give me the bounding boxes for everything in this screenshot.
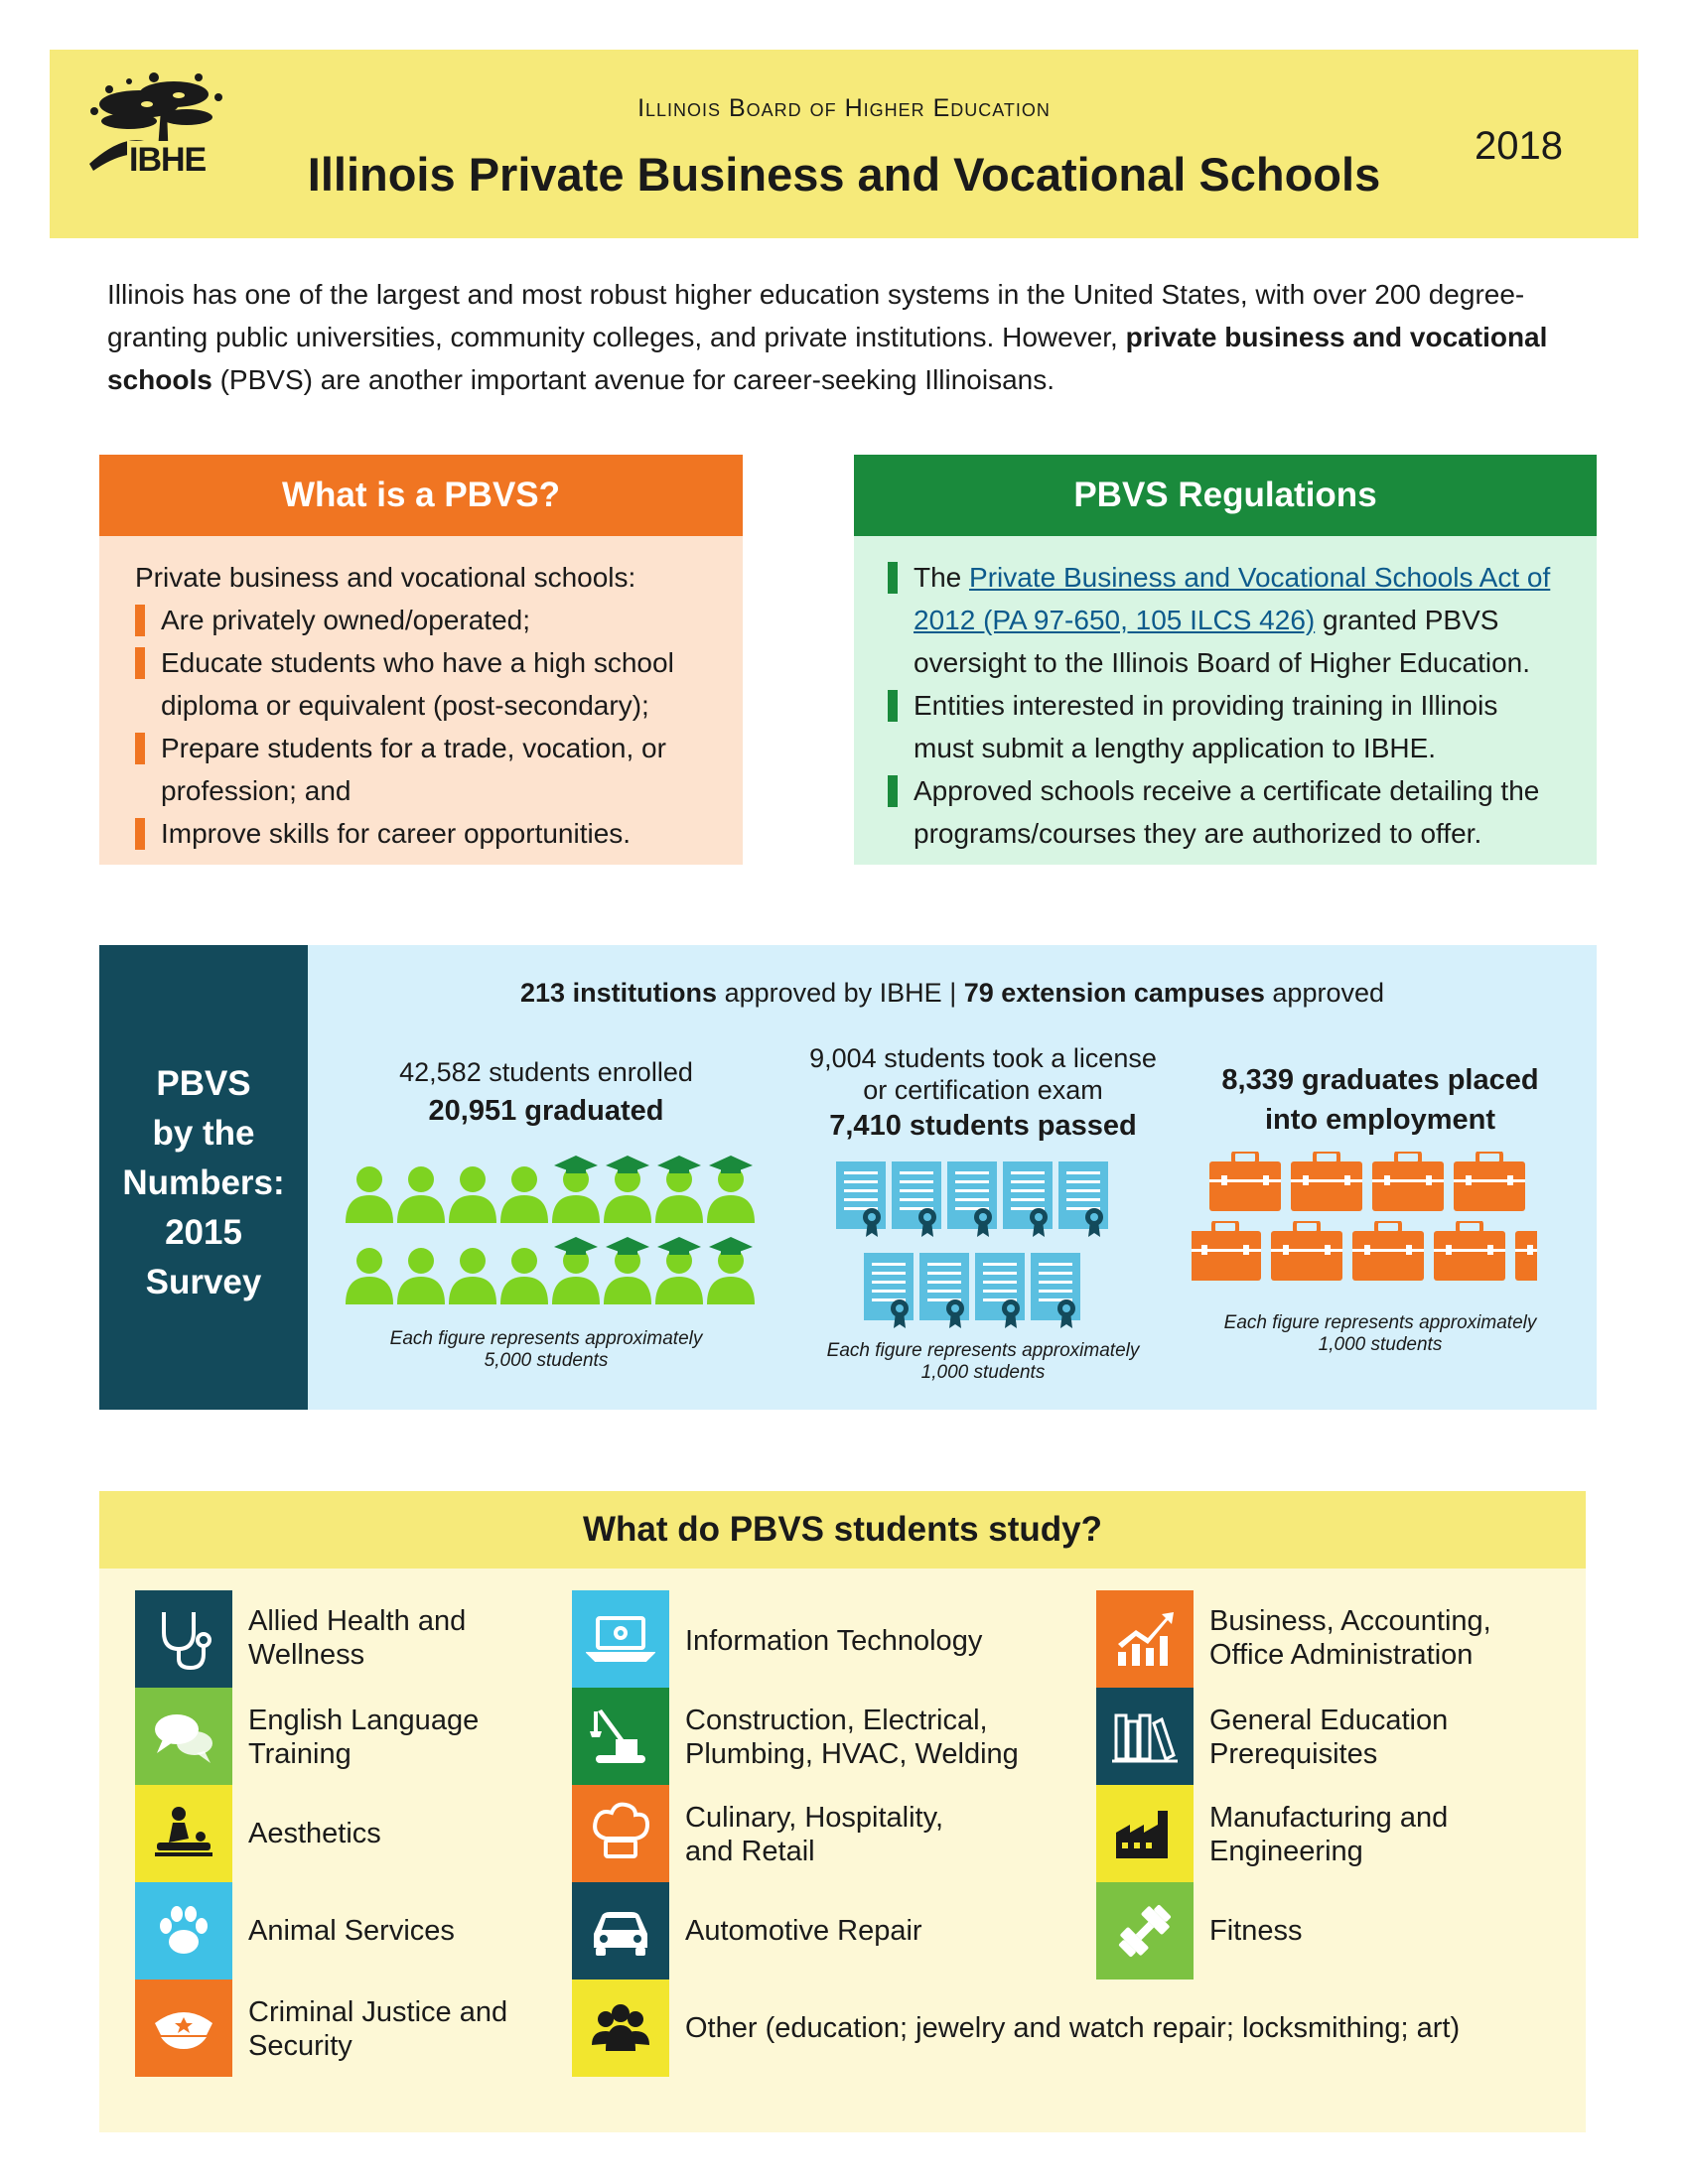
study-label: Other (education; jewelry and watch repair; locksmithing; art) xyxy=(685,2012,1461,2044)
numbers-side-line: Numbers: xyxy=(122,1163,285,1202)
speech-bubbles-icon xyxy=(135,1688,232,1785)
exam-line-1: 9,004 students took a license xyxy=(809,1043,1157,1073)
certificate-icon xyxy=(1003,1161,1053,1237)
page-title: Illinois Private Business and Vocational Schools xyxy=(307,148,1381,201)
study-label: Animal Services xyxy=(248,1915,455,1947)
passed-text: 7,410 students passed xyxy=(829,1110,1137,1142)
study-heading: What do PBVS students study? xyxy=(99,1491,1586,1569)
exam-line-2: or certification exam xyxy=(863,1075,1103,1105)
institutions-count: 213 xyxy=(520,978,566,1008)
numbers-side-line: 2015 xyxy=(165,1213,242,1252)
briefcase-icon xyxy=(1372,1152,1444,1211)
study-label: Automotive Repair xyxy=(685,1915,922,1947)
graduate-figure xyxy=(655,1156,703,1223)
study-label: Criminal Justice and Security xyxy=(248,1996,508,2062)
numbers-side-line: by the xyxy=(152,1114,255,1153)
study-label: English Language Training xyxy=(248,1705,480,1770)
intro-bold: private business and vocational schools xyxy=(107,322,1548,395)
pbvs-act-link[interactable]: Private Business and Vocational Schools Act of 2012 (PA 97-650, 105 ILCS 426) xyxy=(914,562,1551,635)
certificate-icon xyxy=(1031,1253,1080,1328)
study-label: Aesthetics xyxy=(248,1818,381,1849)
student-figure xyxy=(500,1248,548,1304)
graduate-figure xyxy=(707,1237,755,1304)
certificate-icon xyxy=(864,1253,914,1328)
numbers-side-panel xyxy=(99,945,308,1410)
graduate-figure xyxy=(552,1237,600,1304)
briefcase-icon xyxy=(1454,1152,1525,1211)
logo-text: IBHE xyxy=(129,141,207,179)
certificate-icon xyxy=(919,1253,969,1328)
study-label: General Education Prerequisites xyxy=(1209,1705,1449,1770)
approvals-end: approved xyxy=(1264,978,1384,1008)
certificate-icon xyxy=(947,1161,997,1237)
student-figure xyxy=(449,1166,496,1223)
briefcase-icon xyxy=(1434,1221,1505,1281)
briefcase-icon xyxy=(1271,1221,1342,1281)
student-figure xyxy=(500,1166,548,1223)
regulation-item-suffix: granted PBVS oversight to the Illinois Board of Higher Education. xyxy=(914,605,1531,678)
regulations-heading: PBVS Regulations xyxy=(854,455,1597,536)
certificate-icon xyxy=(1058,1161,1108,1237)
study-label: Construction, Electrical, Plumbing, HVAC, Welding xyxy=(685,1705,1019,1770)
exam-text xyxy=(784,1042,1182,1106)
student-figure xyxy=(346,1166,393,1223)
study-label: Manufacturing and Engineering xyxy=(1209,1802,1449,1867)
laptop-gear-icon xyxy=(572,1590,669,1688)
study-label: Fitness xyxy=(1209,1915,1303,1947)
graduated-text: 20,951 graduated xyxy=(428,1095,664,1127)
paw-icon xyxy=(135,1882,232,1979)
students-pictogram xyxy=(346,1152,759,1320)
books-icon xyxy=(1096,1688,1194,1785)
placed-text xyxy=(1182,1060,1579,1140)
police-cap-icon xyxy=(135,1979,232,2077)
regulations-box xyxy=(854,455,1597,865)
student-figure xyxy=(397,1166,445,1223)
study-label: Information Technology xyxy=(685,1625,983,1657)
people-group-icon xyxy=(572,1979,669,2077)
graduate-figure xyxy=(655,1237,703,1304)
numbers-side-line: Survey xyxy=(145,1263,262,1301)
certificate-icon xyxy=(836,1161,886,1237)
briefcases-caption: Each figure represents approximately 1,000 students xyxy=(1223,1312,1537,1355)
approvals-mid: approved by IBHE | xyxy=(717,978,964,1008)
student-figure xyxy=(397,1248,445,1304)
graduate-figure xyxy=(552,1156,600,1223)
briefcase-icon xyxy=(1209,1152,1281,1211)
what-is-pbvs-box xyxy=(99,455,743,865)
what-is-intro: Private business and vocational schools: xyxy=(135,562,636,593)
growth-chart-icon xyxy=(1096,1590,1194,1688)
enrolled-text: 42,582 students enrolled xyxy=(399,1057,693,1087)
institutions-label: institutions xyxy=(572,978,718,1008)
study-label: Business, Accounting, Office Administration xyxy=(1209,1605,1491,1671)
extension-label: extension campuses xyxy=(1001,978,1265,1008)
header-banner xyxy=(50,50,1638,238)
graduate-figure xyxy=(604,1237,651,1304)
what-is-item: Improve skills for career opportunities. xyxy=(135,812,707,855)
year-label: 2018 xyxy=(1475,124,1563,168)
certificates-caption: Each figure represents approximately 1,000 students xyxy=(826,1340,1140,1383)
regulation-item xyxy=(888,556,1563,684)
briefcase-icon xyxy=(1515,1221,1549,1281)
regulation-item: Entities interested in providing training in Illinois must submit a lengthy application to IBHE. xyxy=(888,684,1563,769)
briefcase-icon xyxy=(1352,1221,1424,1281)
what-is-item: Are privately owned/operated; xyxy=(135,599,707,641)
placed-line-1: 8,339 graduates placed xyxy=(1221,1064,1539,1096)
graduate-figure xyxy=(707,1156,755,1223)
approvals-line xyxy=(308,978,1597,1009)
study-label: Allied Health and Wellness xyxy=(248,1605,467,1671)
study-label: Culinary, Hospitality, and Retail xyxy=(685,1802,944,1867)
briefcase-icon xyxy=(1291,1152,1362,1211)
org-name: Illinois Board of Higher Education xyxy=(637,94,1051,122)
extension-count: 79 xyxy=(963,978,994,1008)
student-figure xyxy=(346,1248,393,1304)
briefcase-icon xyxy=(1192,1221,1261,1281)
numbers-side-line: PBVS xyxy=(156,1064,251,1103)
crane-icon xyxy=(572,1688,669,1785)
certificate-icon xyxy=(892,1161,941,1237)
what-is-item: Prepare students for a trade, vocation, or profession; and xyxy=(135,727,707,812)
chef-hat-icon xyxy=(572,1785,669,1882)
dumbbell-icon xyxy=(1096,1882,1194,1979)
regulation-item: Approved schools receive a certificate detailing the programs/courses they are authorized to offer. xyxy=(888,769,1563,855)
intro-text-1: Illinois has one of the largest and most robust higher education systems in the United States, with over 200 degree-granting public universities, community colleges, and private institutions. However, xyxy=(107,279,1525,352)
graduate-figure xyxy=(604,1156,651,1223)
factory-icon xyxy=(1096,1785,1194,1882)
what-is-pbvs-heading: What is a PBVS? xyxy=(99,455,743,536)
car-icon xyxy=(572,1882,669,1979)
placed-line-2: into employment xyxy=(1264,1104,1495,1136)
student-figure xyxy=(449,1248,496,1304)
stethoscope-icon xyxy=(135,1590,232,1688)
certificates-pictogram xyxy=(834,1161,1132,1330)
certificate-icon xyxy=(975,1253,1025,1328)
intro-paragraph xyxy=(107,273,1587,401)
briefcases-pictogram xyxy=(1192,1152,1549,1300)
students-caption: Each figure represents approximately 5,000 students xyxy=(389,1328,703,1371)
intro-text-2: (PBVS) are another important avenue for career-seeking Illinoisans. xyxy=(211,364,1055,395)
massage-icon xyxy=(135,1785,232,1882)
regulation-item-prefix: The xyxy=(914,562,970,593)
what-is-item: Educate students who have a high school diploma or equivalent (post-secondary); xyxy=(135,641,707,727)
